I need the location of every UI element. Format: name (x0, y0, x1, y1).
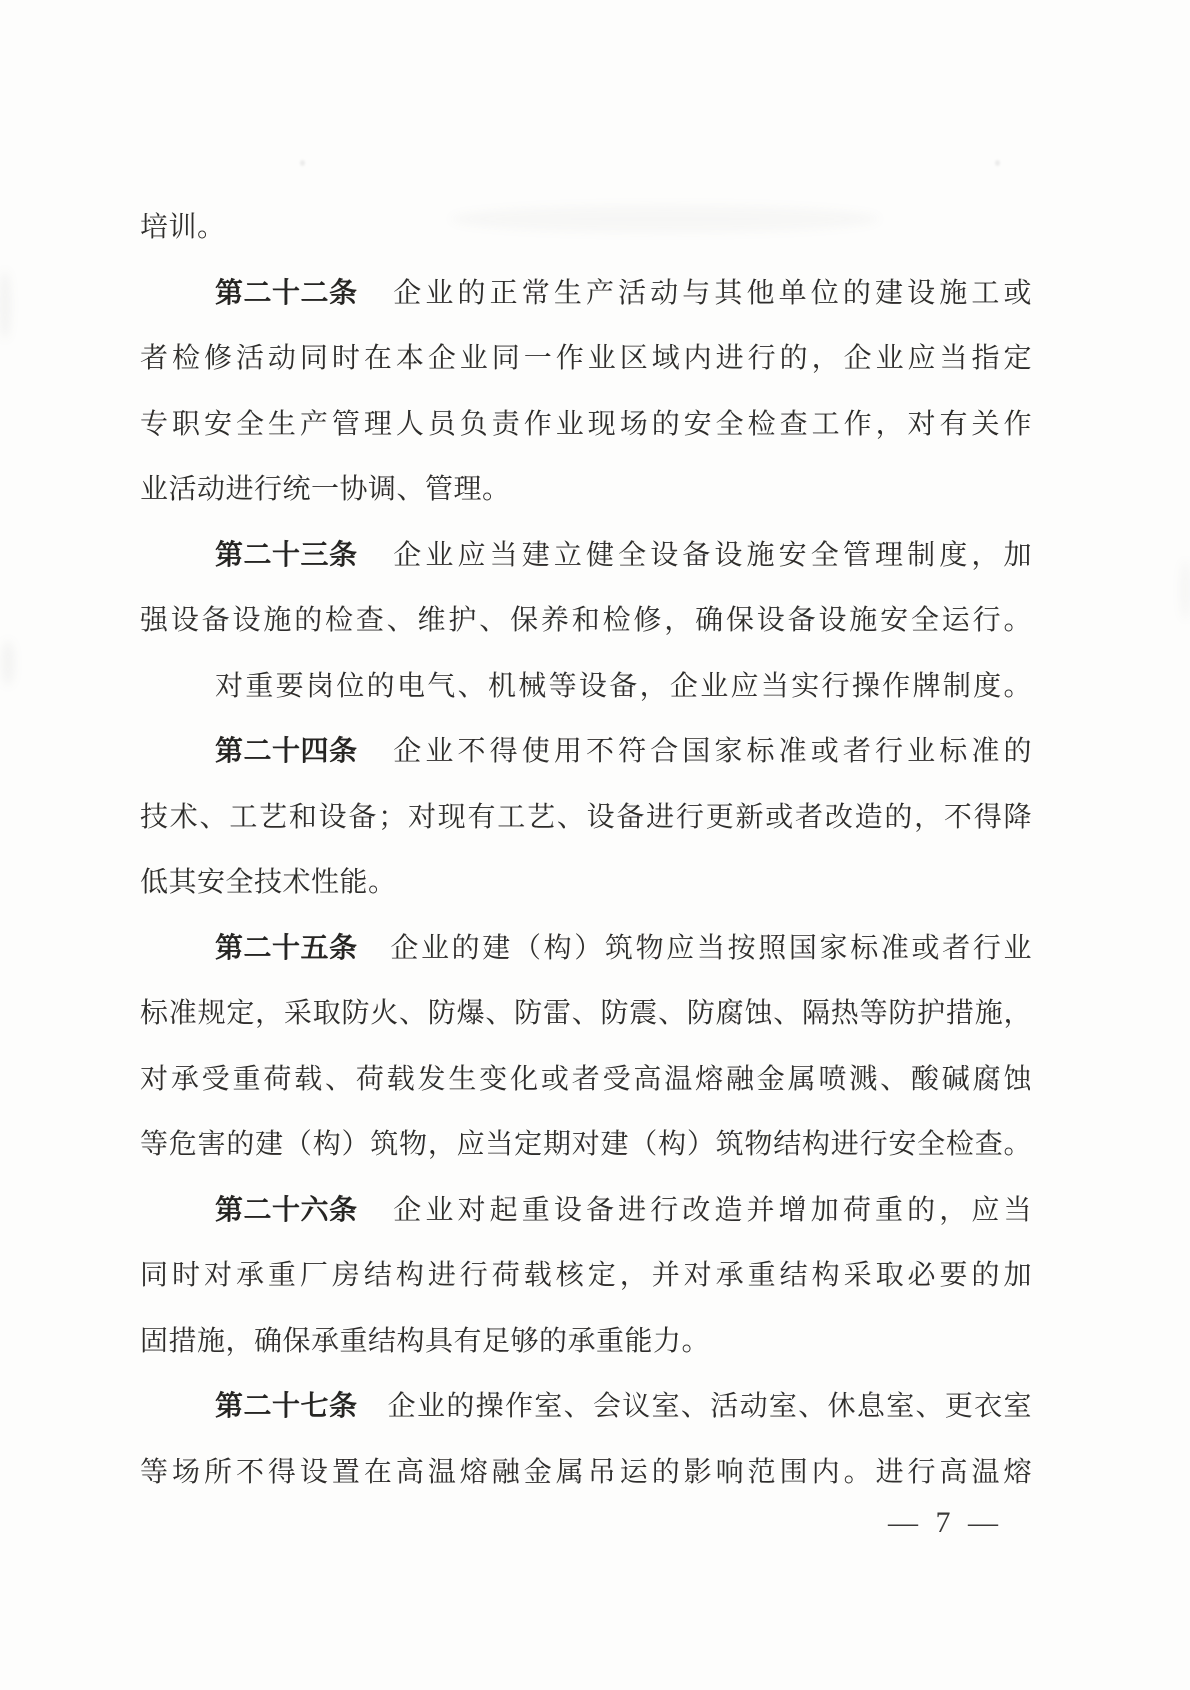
text-line (140, 392, 1032, 458)
line-text: 企业对起重设备进行改造并增加荷重的，应当 (357, 1194, 1032, 1226)
scan-artifact (300, 160, 305, 166)
article-number: 第二十五条 (215, 932, 358, 964)
article-number: 第二十四条 (215, 736, 358, 767)
line-text: 企业的正常生产活动与其他单位的建设施工或 (357, 277, 1032, 309)
text-line (140, 981, 1032, 1047)
text-line (140, 1243, 1032, 1309)
line-text: 企业的操作室、会议室、活动室、休息室、更衣室 (357, 1391, 1032, 1422)
article-number: 第二十二条 (215, 277, 358, 309)
text-line (140, 457, 1032, 523)
text-line (140, 1112, 1032, 1178)
line-text: 技术、工艺和设备；对现有工艺、设备进行更新或者改造的，不得降 (140, 801, 1032, 833)
text-line (140, 1178, 1032, 1244)
line-text: 者检修活动同时在本企业同一作业区域内进行的，企业应当指定 (140, 343, 1032, 374)
line-text: 标准规定，采取防火、防爆、防雷、防震、防腐蚀、隔热等防护措施， (140, 998, 1032, 1029)
scan-artifact (2, 640, 14, 686)
line-text: 同时对承重厂房结构进行荷载核定，并对承重结构采取必要的加 (140, 1260, 1032, 1291)
line-text: 企业应当建立健全设备设施安全管理制度，加 (357, 539, 1032, 571)
line-text: 强设备设施的检查、维护、保养和检修，确保设备设施安全运行。 (140, 605, 1032, 636)
scan-artifact (995, 160, 1000, 166)
document-text-block (140, 195, 1032, 1505)
text-line (140, 785, 1032, 851)
line-text: 对重要岗位的电气、机械等设备，企业应当实行操作牌制度。 (215, 670, 1032, 702)
line-text: 专职安全生产管理人员负责作业现场的安全检查工作，对有关作 (140, 408, 1032, 440)
article-number: 第二十六条 (215, 1194, 358, 1226)
text-line (140, 523, 1032, 589)
line-text: 企业的建（构）筑物应当按照国家标准或者行业 (357, 932, 1032, 964)
text-line (140, 1047, 1032, 1113)
line-text: 固措施，确保承重结构具有足够的承重能力。 (140, 1325, 711, 1357)
text-line (140, 1309, 1032, 1375)
line-text: 对承受重荷载、荷载发生变化或者受高温熔融金属喷溅、酸碱腐蚀 (140, 1063, 1032, 1095)
scan-artifact (1181, 560, 1190, 620)
text-line (140, 261, 1032, 327)
text-line (140, 588, 1032, 654)
text-line (140, 195, 1032, 261)
line-text: 等场所不得设置在高温熔融金属吊运的影响范围内。进行高温熔 (140, 1456, 1032, 1488)
text-line (140, 326, 1032, 392)
line-text: 业活动进行统一协调、管理。 (140, 474, 511, 505)
text-line (140, 1374, 1032, 1440)
page-number: — 7 — (888, 1506, 1003, 1539)
text-line (140, 1440, 1032, 1506)
text-line (140, 719, 1032, 785)
article-number: 第二十三条 (215, 539, 358, 571)
line-text: 等危害的建（构）筑物，应当定期对建（构）筑物结构进行安全检查。 (140, 1129, 1032, 1160)
text-line (140, 850, 1032, 916)
text-line (140, 654, 1032, 720)
scan-artifact (0, 270, 10, 340)
line-text: 低其安全技术性能。 (140, 867, 397, 898)
line-text: 培训。 (140, 212, 226, 243)
text-line (140, 916, 1032, 982)
article-number: 第二十七条 (215, 1391, 358, 1422)
line-text: 企业不得使用不符合国家标准或者行业标准的 (357, 736, 1032, 767)
